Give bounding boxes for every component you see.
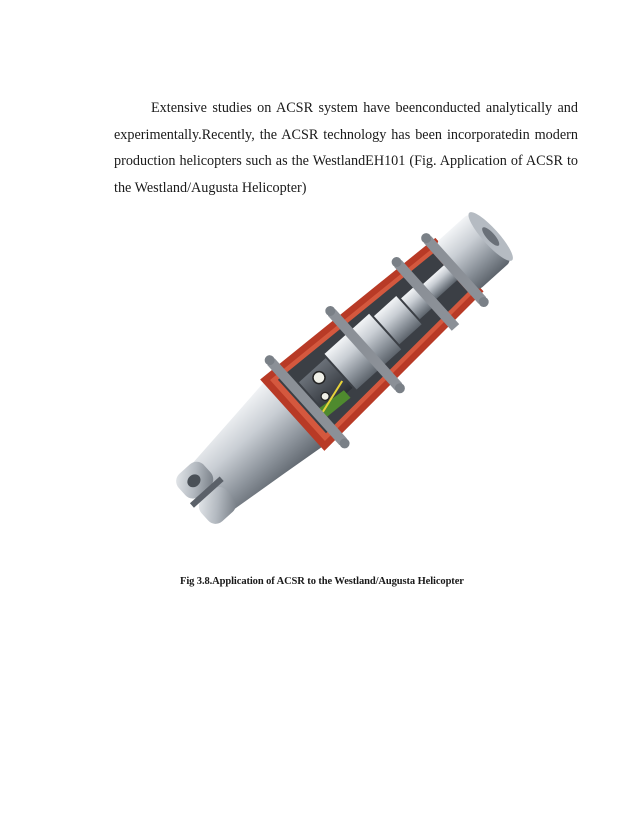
body-paragraph: Extensive studies on ACSR system have beenconducted analytically and experimentally.Recently, the ACSR technology has been incorporatedin modern production helicopters such as the WestlandEH101 (Fig. Application of ACSR to the Westland/Augusta Helicopter) <box>114 100 578 196</box>
figure-caption: Fig 3.8.Application of ACSR to the Westland/Augusta Helicopter <box>180 576 464 587</box>
actuator-cutaway-illustration <box>168 205 528 525</box>
figure-acsr-actuator <box>168 205 528 525</box>
